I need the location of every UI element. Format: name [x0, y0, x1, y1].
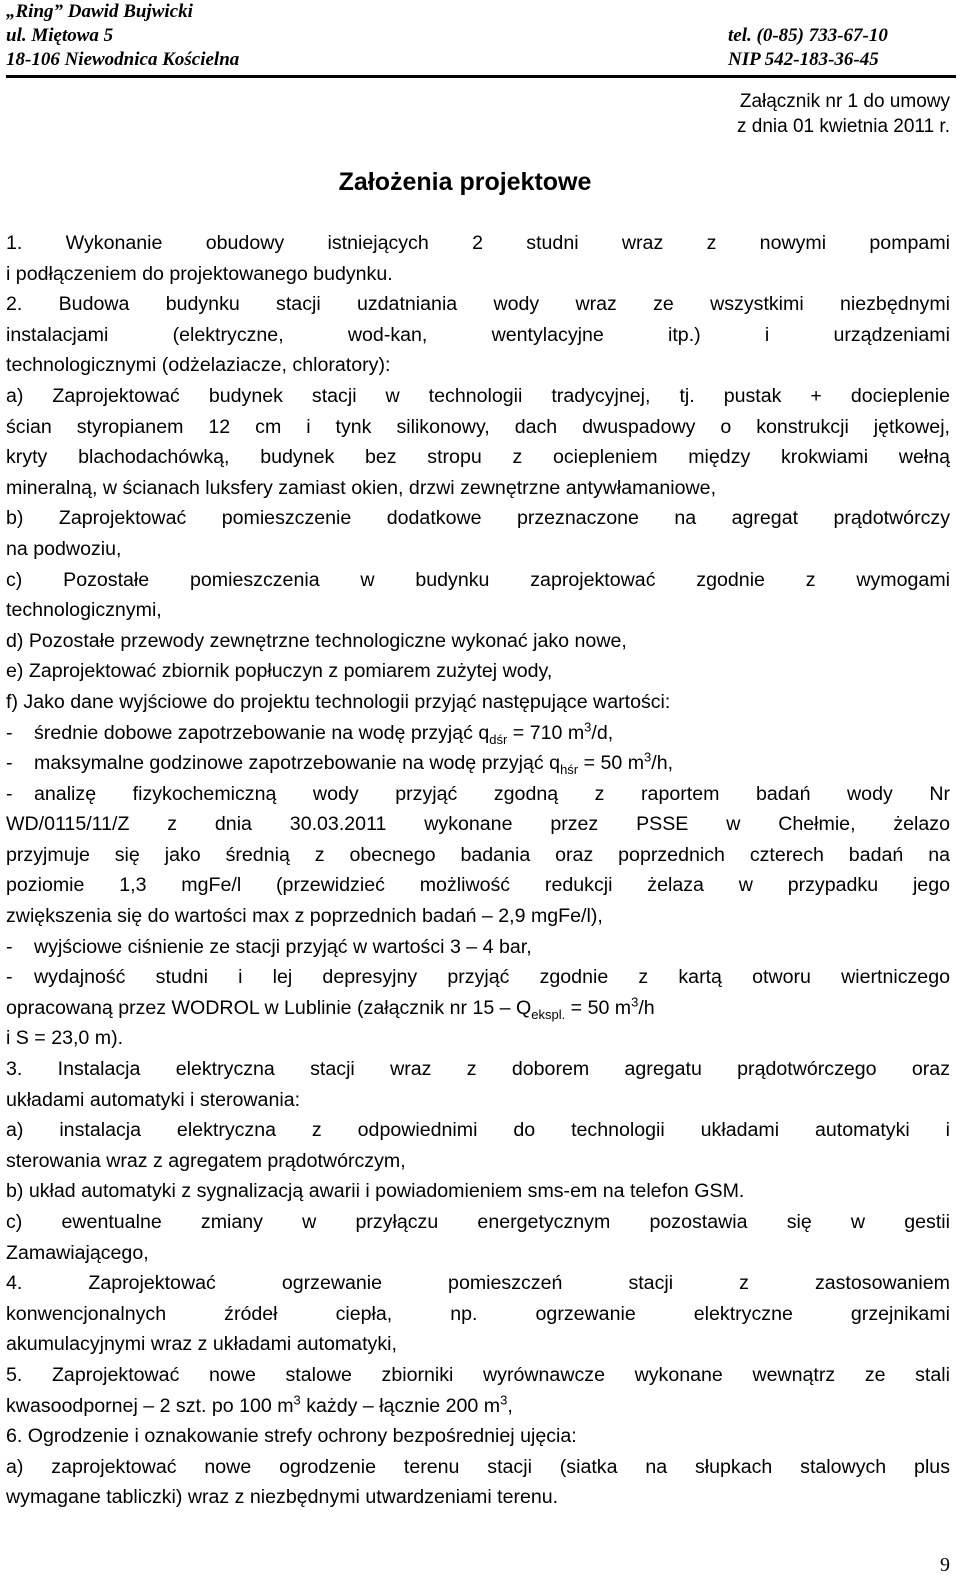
dash-bullet: - — [6, 935, 13, 958]
superscript: 3 — [631, 994, 639, 1010]
text-line: 4. Zaprojektować ogrzewanie pomieszczeń stacji z zastosowaniem — [6, 1272, 950, 1295]
text-fragment: maksymalne godzinowe zapotrzebowanie na wodę przyjąć q — [34, 752, 561, 775]
text-line: 2. Budowa budynku stacji uzdatniania wody wraz ze wszystkimi niezbędnymi — [6, 293, 950, 316]
document-title-text: Założenia projektowe — [338, 168, 592, 196]
company-name: „Ring” Dawid Bujwicki — [6, 1, 193, 22]
annex-line-2: z dnia 01 kwietnia 2011 r. — [736, 116, 950, 137]
document-title — [0, 168, 960, 197]
text-line: akumulacyjnymi wraz z układami automatyki, — [6, 1333, 397, 1356]
annex-line-1: Załącznik nr 1 do umowy — [739, 91, 950, 112]
text-line — [6, 718, 950, 749]
text-line: b) Zaprojektować pomieszczenie dodatkowe przeznaczone na agregat prądotwórczy — [6, 507, 950, 530]
text-fragment: = 50 m — [578, 752, 645, 775]
company-city: 18-106 Niewodnica Kościelna — [6, 49, 240, 70]
superscript: 3 — [500, 1392, 508, 1408]
text-line — [6, 932, 950, 963]
dash-bullet: - — [6, 966, 13, 989]
text-fragment: wydajność studni i lej depresyjny przyjąć zgodnie z kartą otworu wiertniczego — [34, 966, 950, 989]
company-nip: NIP 542-183-36-45 — [728, 49, 879, 70]
superscript: 3 — [293, 1392, 301, 1408]
text-fragment: średnie dobowe zapotrzebowanie na wodę przyjąć q — [34, 721, 490, 744]
dash-bullet: - — [6, 721, 13, 744]
text-line: Zamawiającego, — [6, 1241, 149, 1264]
document-body — [6, 228, 950, 1513]
text-line: a) instalacja elektryczna z odpowiednimi do technologii układami automatyki i — [6, 1119, 950, 1142]
text-line: sterowania wraz z agregatem prądotwórczym, — [6, 1149, 406, 1172]
header-rule — [6, 75, 956, 78]
text-fragment: wyjściowe ciśnienie ze stacji przyjąć w wartości 3 – 4 bar, — [34, 935, 532, 958]
dash-bullet: - — [6, 752, 13, 775]
text-line — [6, 779, 950, 810]
company-street: ul. Miętowa 5 — [6, 25, 114, 46]
text-line: c) ewentualne zmiany w przyłączu energetycznym pozostawia się w gestii — [6, 1211, 950, 1233]
text-line: kryty blachodachówką, budynek bez stropu z ociepleniem między krokwiami wełną — [6, 446, 950, 469]
text-line: b) układ automatyki z sygnalizacją awarii i powiadomieniem sms-em na telefon GSM. — [6, 1180, 745, 1203]
text-line: przyjmuje się jako średnią z obecnego badania oraz poprzednich czterech badań na — [6, 843, 950, 866]
annex-note — [737, 89, 950, 139]
text-line: e) Zaprojektować zbiornik popłuczyn z pomiarem zużytej wody, — [6, 660, 553, 683]
text-line: instalacjami (elektryczne, wod-kan, wentylacyjne itp.) i urządzeniami — [6, 323, 950, 346]
text-fragment: = 710 m — [507, 721, 585, 744]
text-line: f) Jako dane wyjściowe do projektu technologii przyjąć następujące wartości: — [6, 690, 671, 713]
text-line: 5. Zaprojektować nowe stalowe zbiorniki wyrównawcze wykonane wewnątrz ze stali — [6, 1363, 950, 1386]
text-fragment: /h, — [651, 752, 674, 775]
text-line: c) Pozostałe pomieszczenia w budynku zaprojektować zgodnie z wymogami — [6, 568, 950, 591]
header-line-1 — [6, 0, 956, 24]
text-fragment: każdy – łącznie 200 m — [300, 1394, 501, 1417]
page-number: 9 — [940, 1554, 950, 1576]
header-line-3 — [6, 48, 956, 72]
text-line: a) zaprojektować nowe ogrodzenie terenu stacji (siatka na słupkach stalowych plus — [6, 1455, 950, 1478]
text-line: i S = 23,0 m). — [6, 1027, 124, 1050]
text-line: mineralną, w ścianach luksfery zamiast okien, drzwi zewnętrzne antywłamaniowe, — [6, 476, 717, 499]
company-phone: tel. (0-85) 733-67-10 — [728, 25, 888, 46]
text-line: 3. Instalacja elektryczna stacji wraz z doborem agregatu prądotwórczego oraz — [6, 1058, 950, 1081]
subscript: hśr — [560, 762, 579, 777]
text-fragment: /d, — [591, 721, 614, 744]
text-fragment: analizę fizykochemiczną wody przyjąć zgodną z raportem badań wody Nr — [34, 782, 950, 805]
text-line: konwencjonalnych źródeł ciepła, np. ogrzewanie elektryczne grzejnikami — [6, 1302, 950, 1325]
text-line: technologicznymi (odżelaziacze, chloratory): — [6, 354, 391, 377]
subscript: dśr — [489, 731, 508, 747]
dash-bullet: - — [6, 782, 13, 805]
header-line-2 — [6, 24, 956, 48]
text-line: d) Pozostałe przewody zewnętrzne technologiczne wykonać jako nowe, — [6, 629, 627, 652]
superscript: 3 — [584, 718, 592, 734]
text-line: wymagane tabliczki) wraz z niezbędnymi utwardzeniami terenu. — [6, 1486, 559, 1509]
text-fragment: /h — [638, 996, 655, 1019]
text-line: 1. Wykonanie obudowy istniejących 2 studni wraz z nowymi pompami — [6, 232, 950, 254]
text-line: WD/0115/11/Z z dnia 30.03.2011 wykonane przez PSSE w Chełmie, żelazo — [6, 813, 950, 836]
text-line: zwiększenia się do wartości max z poprzednich badań – 2,9 mgFe/l), — [6, 905, 603, 928]
text-line — [6, 748, 950, 779]
text-line — [6, 1391, 950, 1422]
text-line — [6, 993, 950, 1024]
text-fragment: kwasoodpornej – 2 szt. po 100 m — [6, 1394, 294, 1417]
text-line: technologicznymi, — [6, 599, 162, 622]
text-line: i podłączeniem do projektowanego budynku. — [6, 262, 393, 285]
text-line: poziomie 1,3 mgFe/l (przewidzieć możliwość redukcji żelaza w przypadku jego — [6, 874, 950, 897]
text-line — [6, 962, 950, 993]
text-line: układami automatyki i sterowania: — [6, 1088, 301, 1111]
text-line: na podwoziu, — [6, 537, 122, 560]
superscript: 3 — [644, 749, 652, 765]
text-fragment: , — [507, 1394, 513, 1417]
subscript: ekspl. — [531, 1006, 566, 1022]
text-line: 6. Ogrodzenie i oznakowanie strefy ochrony bezpośredniej ujęcia: — [6, 1425, 577, 1448]
text-fragment: opracowaną przez WODROL w Lublinie (załącznik nr 15 – Q — [6, 996, 532, 1019]
text-line: ścian styropianem 12 cm i tynk silikonowy, dach dwuspadowy o konstrukcji jętkowej, — [6, 415, 950, 438]
text-line: a) Zaprojektować budynek stacji w technologii tradycyjnej, tj. pustak + docieplenie — [6, 384, 950, 407]
text-fragment: = 50 m — [565, 996, 632, 1019]
